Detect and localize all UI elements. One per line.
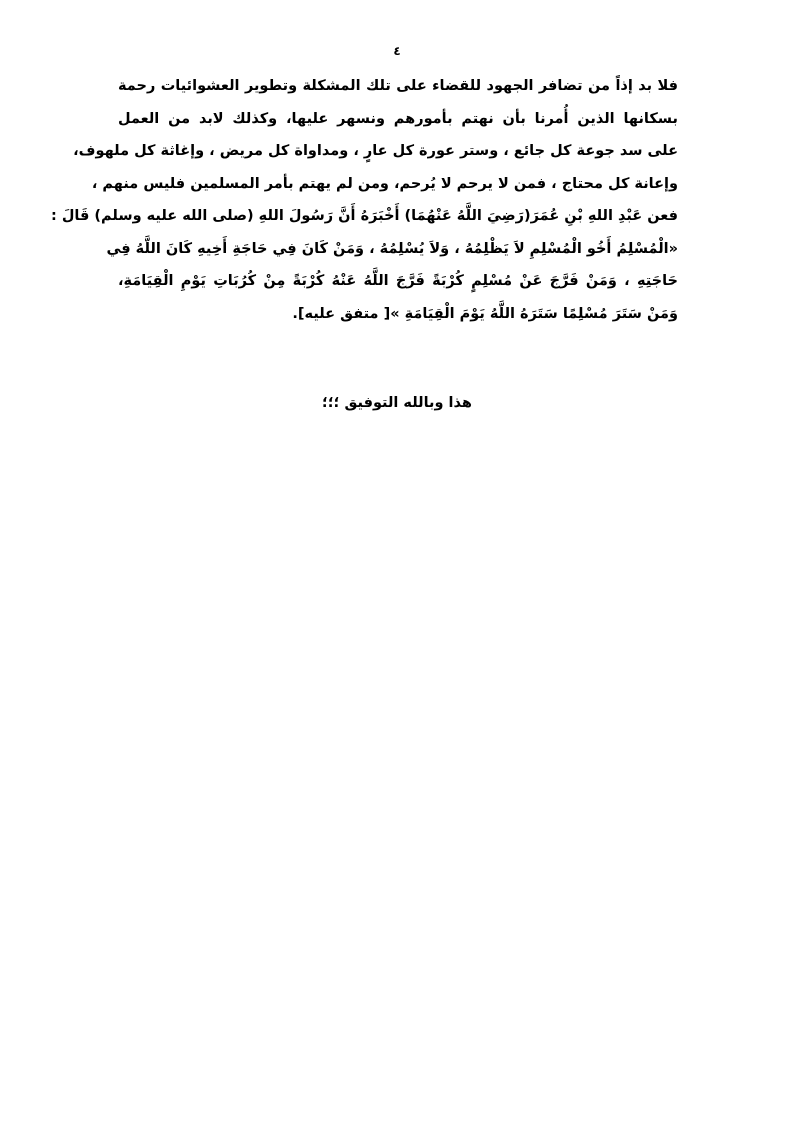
paragraph-line: بسكانها الذين أُمرنا بأن نهتم بأمورهم ونسهر عليها، وكذلك لابد من العمل — [118, 110, 678, 127]
hadith-line: «الْمُسْلِمُ أَخُو الْمُسْلِمِ لاَ يَظْلِمُهُ ، وَلاَ يُسْلِمُهُ ، وَمَنْ كَانَ فِي حَاجَةِ أَخِيهِ كَانَ اللَّهُ فِي — [106, 240, 678, 257]
paragraph-line: فلا بد إذاً من تضافر الجهود للقضاء على تلك المشكلة وتطوير العشوائيات رحمة — [118, 78, 678, 94]
body-paragraph — [50, 70, 678, 330]
closing-line: هذا وبالله التوفيق ؛؛؛ — [322, 395, 472, 411]
hadith-line: وَمَنْ سَتَرَ مُسْلِمًا سَتَرَهُ اللَّهُ يَوْمَ الْقِيَامَةِ »[ متفق عليه]. — [292, 305, 678, 322]
paragraph-line: وإعانة كل محتاج ، فمن لا يرحم لا يُرحم، ومن لم يهتم بأمر المسلمين فليس منهم ، — [91, 175, 678, 192]
paragraph-line: فعن عَبْدِ اللهِ بْنِ عُمَرَ(رَضِيَ اللَّهُ عَنْهُمَا) أَخْبَرَهُ أَنَّ رَسُولَ اللهِ (صلى الله عليه وسلم) قَالَ : — [50, 208, 678, 224]
paragraph-line: على سد جوعة كل جائع ، وستر عورة كل عارٍ ، ومداواة كل مريض ، وإغاثة كل ملهوف، — [73, 143, 678, 159]
page-number: ٤ — [393, 44, 401, 58]
hadith-line: حَاجَتِهِ ، وَمَنْ فَرَّجَ عَنْ مُسْلِمٍ كُرْبَةً فَرَّجَ اللَّهُ عَنْهُ كُرْبَةً مِنْ كُرُبَاتِ يَوْمِ الْقِيَامَةِ، — [118, 273, 678, 289]
